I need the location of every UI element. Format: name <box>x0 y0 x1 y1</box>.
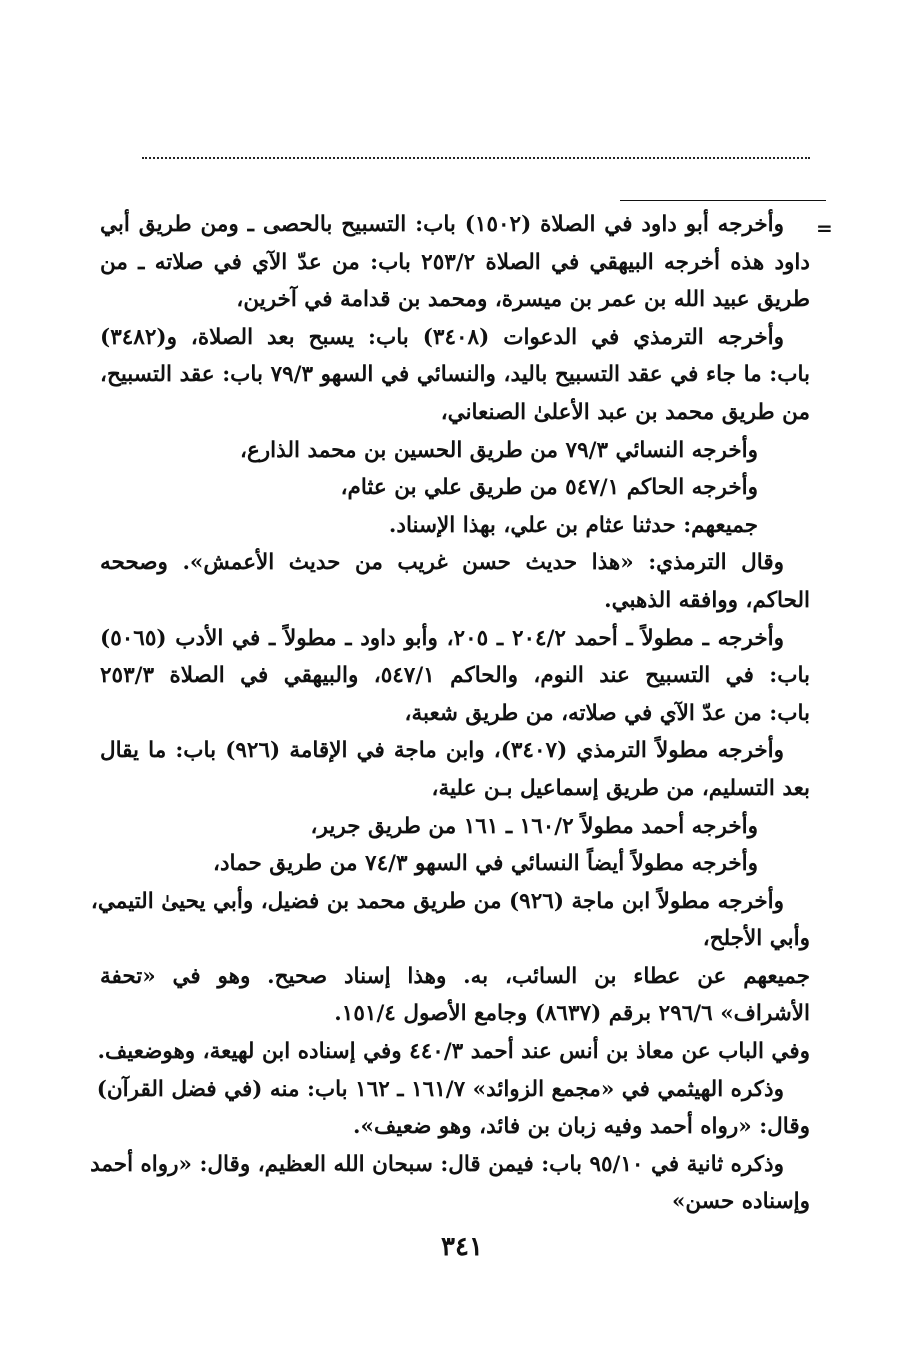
footnote-line: جميعهم: حدثنا عثام بن علي، بهذا الإسناد. <box>388 512 758 538</box>
footnote-line: الحاكم، ووافقه الذهبي. <box>604 587 810 613</box>
footnote-line: وأخرجه مطولاً ابن ماجة (٩٢٦) من طريق محمد بن فضيل، وأبي يحيىٰ التيمي، <box>90 888 784 914</box>
footnotes-block <box>90 206 811 1221</box>
footnote-line: وأخرجه الحاكم ٥٤٧/١ من طريق علي بن عثام، <box>340 475 758 501</box>
footnote-line: وأخرجه أحمد مطولاً ١٦٠/٢ ـ ١٦١ من طريق جرير، <box>310 813 758 839</box>
footnote-line: داود هذه أخرجه البيهقي في الصلاة ٢٥٣/٢ باب: من عدّ الآي في صلاته ـ من <box>100 249 810 275</box>
footnote-line: طريق عبيد الله بن عمر بن ميسرة، ومحمد بن قدامة في آخرين، <box>236 287 810 313</box>
footnote-line: وأخرجه ـ مطولاً ـ أحمد ٢٠٤/٢ ـ ٢٠٥، وأبو داود ـ مطولاً ـ في الأدب (٥٠٦٥) <box>100 625 784 651</box>
footnote-line: باب: ما جاء في عقد التسبيح باليد، والنسائي في السهو ٧٩/٣ باب: عقد التسبيح، <box>100 362 810 388</box>
page-number: ٣٤١ <box>441 1232 483 1262</box>
footnote-line: باب: من عدّ الآي في صلاته، من طريق شعبة، <box>404 700 810 726</box>
footnote-line: وأخرجه مطولاً الترمذي (٣٤٠٧)، وابن ماجة في الإقامة (٩٢٦) باب: ما يقال <box>100 738 784 764</box>
footnote-line: وفي الباب عن معاذ بن أنس عند أحمد ٤٤٠/٣ وفي إسناده ابن لهيعة، وهوضعيف. <box>97 1039 810 1065</box>
footnote-line: بعد التسليم، من طريق إسماعيل بـن علية، <box>431 775 810 801</box>
footnote-line: باب: في التسبيح عند النوم، والحاكم ٥٤٧/١، والبيهقي في الصلاة ٢٥٣/٣ <box>100 663 811 689</box>
footnote-line: وأخرجه أبو داود في الصلاة (١٥٠٢) باب: التسبيح بالحصى ـ ومن طريق أبي <box>100 212 785 237</box>
footnote-line: من طريق محمد بن عبد الأعلىٰ الصنعاني، <box>440 399 810 425</box>
footnote-line: الأشراف» ٢٩٦/٦ برقم (٨٦٣٧) وجامع الأصول ١٥١/٤. <box>334 1001 810 1027</box>
footnote-line: وقال الترمذي: «هذا حديث حسن غريب من حديث الأعمش». وصححه <box>100 550 784 576</box>
footnote-line: وأخرجه مطولاً أيضاً النسائي في السهو ٧٤/٣ من طريق حماد، <box>213 851 758 877</box>
footnote-line: وأبي الأجلح، <box>702 926 810 952</box>
footnote-line: وقال: «رواه أحمد وفيه زبان بن فائد، وهو ضعيف». <box>353 1114 810 1140</box>
footnote-line: وأخرجه الترمذي في الدعوات (٣٤٠٨) باب: يسبح بعد الصلاة، و(٣٤٨٢) <box>100 324 784 350</box>
dotted-separator <box>142 157 810 159</box>
footnote-line: وذكره ثانية في ٩٥/١٠ باب: فيمن قال: سبحان الله العظيم، وقال: «رواه أحمد <box>90 1151 784 1177</box>
footnote-line: جميعهم عن عطاء بن السائب، به. وهذا إسناد صحيح. وهو في «تحفة <box>100 963 810 989</box>
footnote-rule <box>620 200 826 201</box>
footnote-line: وأخرجه النسائي ٧٩/٣ من طريق الحسين بن محمد الذارع، <box>240 437 758 463</box>
footnote-line: وإسناده حسن» <box>671 1189 810 1215</box>
footnote-line: وذكره الهيثمي في «مجمع الزوائد» ١٦١/٧ ـ ١٦٢ باب: منه (في فضل القرآن) <box>96 1076 784 1102</box>
continuation-mark: = <box>816 216 833 240</box>
